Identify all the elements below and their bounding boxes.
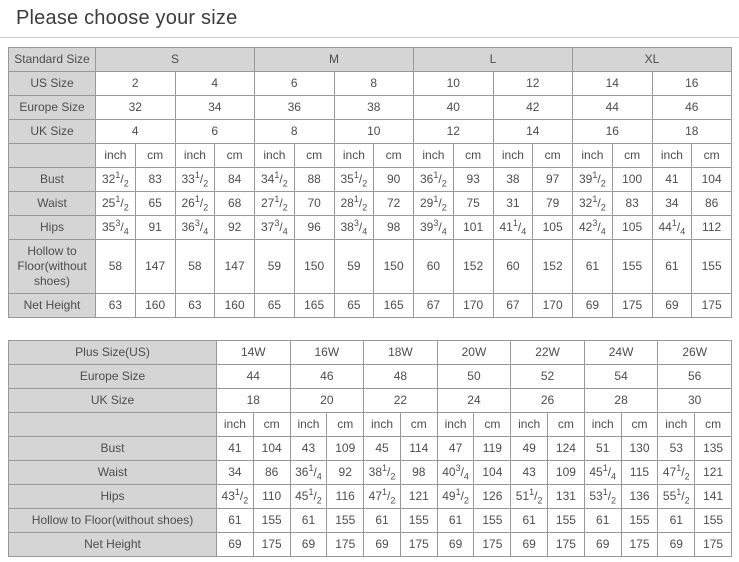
unit-cell: cm (474, 413, 511, 437)
measure-cell: 86 (253, 461, 290, 485)
measure-cell: 69 (573, 294, 613, 318)
measure-cell: $53^1/_2$ (584, 485, 621, 509)
unit-cell: inch (437, 413, 474, 437)
measure-cell: 147 (135, 240, 175, 294)
row-label (9, 413, 217, 437)
unit-cell: cm (400, 413, 437, 437)
measure-cell: 61 (584, 509, 621, 533)
measure-cell: 65 (334, 294, 374, 318)
measure-cell: 63 (96, 294, 136, 318)
row-label: Bust (9, 168, 96, 192)
size-row (9, 72, 732, 96)
size-cell: 16W (290, 341, 364, 365)
measure-cell: $34^1/_2$ (255, 168, 295, 192)
measure-cell: 92 (327, 461, 364, 485)
size-group-row (9, 48, 732, 72)
measure-cell: 112 (692, 216, 732, 240)
measure-cell: $44^1/_4$ (652, 216, 692, 240)
measure-cell: 83 (612, 192, 652, 216)
measure-row (9, 192, 732, 216)
size-cell: 32 (96, 96, 176, 120)
measure-cell: 147 (215, 240, 255, 294)
measure-cell: 59 (255, 240, 295, 294)
measure-cell: 91 (135, 216, 175, 240)
measure-cell: 61 (658, 509, 695, 533)
unit-cell: cm (374, 144, 414, 168)
measure-cell: 155 (612, 240, 652, 294)
measure-cell: 61 (511, 509, 548, 533)
measure-cell: 121 (400, 485, 437, 509)
size-cell: 10 (334, 120, 414, 144)
row-label: UK Size (9, 389, 217, 413)
size-cell: 12 (414, 120, 494, 144)
measure-row (9, 437, 732, 461)
row-label: Standard Size (9, 48, 96, 72)
row-label: Net Height (9, 533, 217, 557)
measure-cell: 34 (652, 192, 692, 216)
row-label: Net Height (9, 294, 96, 318)
measure-cell: 88 (294, 168, 334, 192)
measure-row (9, 168, 732, 192)
measure-cell: $55^1/_2$ (658, 485, 695, 509)
unit-cell: cm (548, 413, 585, 437)
unit-cell: inch (96, 144, 136, 168)
measure-cell: 61 (364, 509, 401, 533)
measure-cell: 155 (253, 509, 290, 533)
measure-cell: 114 (400, 437, 437, 461)
size-cell: 40 (414, 96, 494, 120)
measure-cell: 53 (658, 437, 695, 461)
measure-cell: $38^3/_4$ (334, 216, 374, 240)
measure-cell: 43 (290, 437, 327, 461)
measure-cell: 104 (474, 461, 511, 485)
row-label: Waist (9, 192, 96, 216)
measure-row (9, 240, 732, 294)
measure-cell: 155 (327, 509, 364, 533)
row-label (9, 144, 96, 168)
size-cell: 20 (290, 389, 364, 413)
measure-cell: 69 (658, 533, 695, 557)
size-cell: 8 (255, 120, 335, 144)
measure-cell: 104 (692, 168, 732, 192)
measure-cell: 98 (400, 461, 437, 485)
measure-cell: 69 (364, 533, 401, 557)
measure-cell: 61 (217, 509, 254, 533)
measure-cell: $38^1/_2$ (364, 461, 401, 485)
measure-cell: 124 (548, 437, 585, 461)
measure-cell: 160 (135, 294, 175, 318)
measure-row (9, 294, 732, 318)
size-cell: 6 (255, 72, 335, 96)
measure-cell: 69 (217, 533, 254, 557)
size-cell: 16 (573, 120, 653, 144)
measure-cell: 119 (474, 437, 511, 461)
measure-cell: 126 (474, 485, 511, 509)
measure-cell: $36^3/_4$ (175, 216, 215, 240)
measure-cell: 69 (652, 294, 692, 318)
size-cell: 26W (658, 341, 732, 365)
measure-cell: 59 (334, 240, 374, 294)
measure-cell: 105 (533, 216, 573, 240)
size-group-cell: XL (573, 48, 732, 72)
title-divider (0, 37, 739, 38)
size-cell: 30 (658, 389, 732, 413)
measure-cell: 41 (652, 168, 692, 192)
unit-row (9, 144, 732, 168)
size-cell: 4 (96, 120, 176, 144)
measure-cell: 175 (474, 533, 511, 557)
size-cell: 22 (364, 389, 438, 413)
measure-cell: 175 (400, 533, 437, 557)
measure-cell: 49 (511, 437, 548, 461)
measure-cell: $45^1/_2$ (290, 485, 327, 509)
measure-cell: 61 (437, 509, 474, 533)
measure-cell: 175 (253, 533, 290, 557)
measure-cell: 61 (652, 240, 692, 294)
size-cell: 48 (364, 365, 438, 389)
unit-cell: inch (584, 413, 621, 437)
measure-cell: 84 (215, 168, 255, 192)
measure-cell: 175 (695, 533, 732, 557)
size-row (9, 341, 732, 365)
measure-cell: 67 (414, 294, 454, 318)
size-cell: 22W (511, 341, 585, 365)
size-group-cell: S (96, 48, 255, 72)
size-group-cell: L (414, 48, 573, 72)
measure-cell: 90 (374, 168, 414, 192)
row-label: Hollow to Floor(without shoes) (9, 240, 96, 294)
measure-cell: 83 (135, 168, 175, 192)
measure-cell: 116 (327, 485, 364, 509)
measure-cell: 101 (453, 216, 493, 240)
size-cell: 26 (511, 389, 585, 413)
size-cell: 42 (493, 96, 573, 120)
unit-cell: inch (652, 144, 692, 168)
size-cell: 20W (437, 341, 511, 365)
measure-cell: 160 (215, 294, 255, 318)
measure-cell: 150 (374, 240, 414, 294)
measure-cell: 155 (621, 509, 658, 533)
measure-cell: 86 (692, 192, 732, 216)
measure-row (9, 485, 732, 509)
measure-cell: $26^1/_2$ (175, 192, 215, 216)
size-cell: 56 (658, 365, 732, 389)
measure-cell: 34 (217, 461, 254, 485)
measure-cell: 175 (692, 294, 732, 318)
measure-cell: 47 (437, 437, 474, 461)
measure-cell: 75 (453, 192, 493, 216)
plus-size-table (8, 340, 732, 557)
unit-cell: cm (692, 144, 732, 168)
unit-cell: inch (658, 413, 695, 437)
measure-cell: 98 (374, 216, 414, 240)
measure-cell: $39^3/_4$ (414, 216, 454, 240)
measure-row (9, 509, 732, 533)
size-cell: 18W (364, 341, 438, 365)
unit-row (9, 413, 732, 437)
measure-cell: 65 (135, 192, 175, 216)
unit-cell: cm (533, 144, 573, 168)
measure-cell: 152 (533, 240, 573, 294)
unit-cell: cm (215, 144, 255, 168)
measure-cell: $35^1/_2$ (334, 168, 374, 192)
measure-cell: 165 (374, 294, 414, 318)
row-label: UK Size (9, 120, 96, 144)
measure-cell: 60 (414, 240, 454, 294)
measure-cell: $28^1/_2$ (334, 192, 374, 216)
row-label: Hips (9, 216, 96, 240)
measure-cell: 69 (584, 533, 621, 557)
measure-cell: 92 (215, 216, 255, 240)
unit-cell: cm (327, 413, 364, 437)
unit-cell: cm (294, 144, 334, 168)
size-cell: 4 (175, 72, 255, 96)
measure-cell: 70 (294, 192, 334, 216)
measure-row (9, 533, 732, 557)
measure-cell: 175 (548, 533, 585, 557)
unit-cell: cm (695, 413, 732, 437)
size-cell: 44 (217, 365, 291, 389)
size-cell: 34 (175, 96, 255, 120)
measure-cell: 175 (621, 533, 658, 557)
measure-cell: $25^1/_2$ (96, 192, 136, 216)
size-cell: 16 (652, 72, 732, 96)
measure-cell: 135 (695, 437, 732, 461)
measure-cell: 115 (621, 461, 658, 485)
size-cell: 52 (511, 365, 585, 389)
measure-cell: $32^1/_2$ (96, 168, 136, 192)
measure-cell: $35^3/_4$ (96, 216, 136, 240)
row-label: Hips (9, 485, 217, 509)
measure-cell: 61 (290, 509, 327, 533)
measure-cell: 100 (612, 168, 652, 192)
size-group-cell: M (255, 48, 414, 72)
size-cell: 24W (584, 341, 658, 365)
unit-cell: cm (612, 144, 652, 168)
measure-cell: 175 (612, 294, 652, 318)
measure-cell: $47^1/_2$ (364, 485, 401, 509)
measure-cell: $49^1/_2$ (437, 485, 474, 509)
measure-cell: 43 (511, 461, 548, 485)
measure-row (9, 461, 732, 485)
unit-cell: inch (290, 413, 327, 437)
unit-cell: cm (135, 144, 175, 168)
measure-cell: $36^1/_4$ (290, 461, 327, 485)
row-label: US Size (9, 72, 96, 96)
size-row (9, 96, 732, 120)
size-cell: 8 (334, 72, 414, 96)
measure-cell: 60 (493, 240, 533, 294)
unit-cell: inch (493, 144, 533, 168)
measure-cell: $45^1/_4$ (584, 461, 621, 485)
measure-cell: $43^1/_2$ (217, 485, 254, 509)
page-title: Please choose your size (16, 7, 238, 29)
measure-cell: 109 (548, 461, 585, 485)
size-cell: 38 (334, 96, 414, 120)
measure-cell: 175 (327, 533, 364, 557)
row-label: Waist (9, 461, 217, 485)
unit-cell: inch (414, 144, 454, 168)
unit-cell: inch (255, 144, 295, 168)
size-row (9, 365, 732, 389)
size-cell: 46 (290, 365, 364, 389)
unit-cell: cm (253, 413, 290, 437)
measure-cell: 110 (253, 485, 290, 509)
measure-cell: 155 (692, 240, 732, 294)
size-cell: 50 (437, 365, 511, 389)
measure-cell: $37^3/_4$ (255, 216, 295, 240)
measure-cell: 136 (621, 485, 658, 509)
unit-cell: inch (334, 144, 374, 168)
measure-cell: 69 (437, 533, 474, 557)
size-cell: 14 (493, 120, 573, 144)
measure-cell: $29^1/_2$ (414, 192, 454, 216)
size-cell: 46 (652, 96, 732, 120)
measure-cell: 155 (400, 509, 437, 533)
measure-cell: 38 (493, 168, 533, 192)
size-cell: 54 (584, 365, 658, 389)
measure-cell: $36^1/_2$ (414, 168, 454, 192)
unit-cell: inch (175, 144, 215, 168)
measure-cell: 67 (493, 294, 533, 318)
measure-cell: 31 (493, 192, 533, 216)
standard-size-table (8, 47, 732, 318)
size-cell: 28 (584, 389, 658, 413)
measure-cell: $51^1/_2$ (511, 485, 548, 509)
measure-cell: $39^1/_2$ (573, 168, 613, 192)
row-label: Europe Size (9, 365, 217, 389)
measure-cell: 72 (374, 192, 414, 216)
measure-cell: $42^3/_4$ (573, 216, 613, 240)
size-cell: 14 (573, 72, 653, 96)
measure-cell: 130 (621, 437, 658, 461)
size-cell: 10 (414, 72, 494, 96)
measure-cell: 104 (253, 437, 290, 461)
row-label: Plus Size(US) (9, 341, 217, 365)
row-label: Hollow to Floor(without shoes) (9, 509, 217, 533)
measure-cell: 65 (255, 294, 295, 318)
size-cell: 6 (175, 120, 255, 144)
measure-cell: 79 (533, 192, 573, 216)
size-row (9, 120, 732, 144)
measure-cell: 69 (511, 533, 548, 557)
measure-cell: 68 (215, 192, 255, 216)
unit-cell: inch (573, 144, 613, 168)
row-label: Europe Size (9, 96, 96, 120)
measure-cell: 63 (175, 294, 215, 318)
row-label: Bust (9, 437, 217, 461)
measure-cell: 152 (453, 240, 493, 294)
measure-cell: 93 (453, 168, 493, 192)
measure-cell: 41 (217, 437, 254, 461)
measure-cell: 121 (695, 461, 732, 485)
measure-cell: 170 (453, 294, 493, 318)
measure-cell: $33^1/_2$ (175, 168, 215, 192)
measure-cell: 58 (96, 240, 136, 294)
size-cell: 24 (437, 389, 511, 413)
measure-cell: 61 (573, 240, 613, 294)
size-cell: 18 (217, 389, 291, 413)
unit-cell: inch (364, 413, 401, 437)
measure-cell: $27^1/_2$ (255, 192, 295, 216)
measure-cell: $40^3/_4$ (437, 461, 474, 485)
measure-row (9, 216, 732, 240)
measure-cell: $47^1/_2$ (658, 461, 695, 485)
measure-cell: 105 (612, 216, 652, 240)
size-cell: 12 (493, 72, 573, 96)
measure-cell: 69 (290, 533, 327, 557)
measure-cell: 96 (294, 216, 334, 240)
measure-cell: 58 (175, 240, 215, 294)
measure-cell: 155 (548, 509, 585, 533)
size-row (9, 389, 732, 413)
measure-cell: 131 (548, 485, 585, 509)
measure-cell: 45 (364, 437, 401, 461)
measure-cell: $41^1/_4$ (493, 216, 533, 240)
measure-cell: 155 (695, 509, 732, 533)
measure-cell: 165 (294, 294, 334, 318)
size-cell: 14W (217, 341, 291, 365)
measure-cell: 155 (474, 509, 511, 533)
measure-cell: 97 (533, 168, 573, 192)
size-cell: 18 (652, 120, 732, 144)
unit-cell: cm (621, 413, 658, 437)
unit-cell: cm (453, 144, 493, 168)
unit-cell: inch (511, 413, 548, 437)
unit-cell: inch (217, 413, 254, 437)
size-cell: 2 (96, 72, 176, 96)
measure-cell: 170 (533, 294, 573, 318)
size-cell: 36 (255, 96, 335, 120)
measure-cell: 51 (584, 437, 621, 461)
measure-cell: 150 (294, 240, 334, 294)
measure-cell: 109 (327, 437, 364, 461)
measure-cell: 141 (695, 485, 732, 509)
measure-cell: $32^1/_2$ (573, 192, 613, 216)
size-cell: 44 (573, 96, 653, 120)
